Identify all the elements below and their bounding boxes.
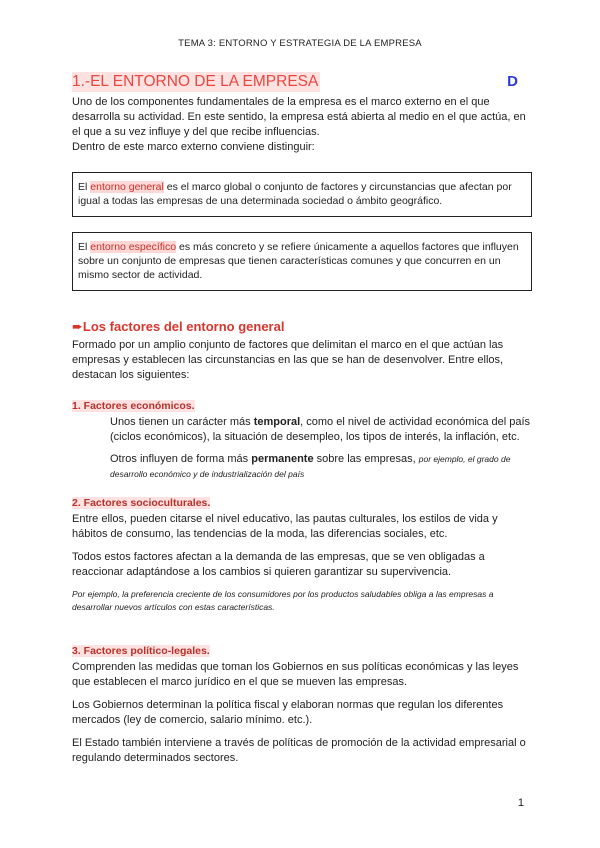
section-title xyxy=(72,72,532,92)
heading-economicos-text: 1. Factores económicos. xyxy=(72,400,195,412)
heading-politico-legales-text: 3. Factores político-legales. xyxy=(72,645,210,657)
term-entorno-especifico: entorno específico xyxy=(90,241,177,253)
socioculturales-example: Por ejemplo, la preferencia creciente de los consumidores por los productos saludables obliga a las empresas a desarrollar nuevos artículos con estas características. xyxy=(72,589,494,612)
example-italic: por ejemplo, el grado de desarrollo económico y de industrialización del país xyxy=(110,454,511,479)
subsection-title xyxy=(72,318,532,336)
text-run: sobre las empresas, xyxy=(313,453,419,465)
page-number: 1 xyxy=(517,797,524,809)
politico-p1: Comprenden las medidas que toman los Gobiernos en sus políticas económicas y las leyes que establecen el marco jurídico en el que se mueven las empresas. xyxy=(72,661,519,688)
heading-economicos xyxy=(72,399,532,413)
socioculturales-p2: Todos estos factores afectan a la demanda de las empresas, que se ven obligadas a reaccionar adaptándose a los cambios si quieren garantizar su supervivencia. xyxy=(72,551,485,578)
box-text: es más concreto y se refiere únicamente a aquellos factores que influyen sobre un conjunto de empresas que tienen características comunes y que concurren en un mismo sector de actividad. xyxy=(78,241,519,281)
bold-temporal: temporal xyxy=(253,416,301,428)
arrow-icon: ➨ xyxy=(72,319,83,334)
bold-permanente: permanente xyxy=(251,453,314,465)
economicos-permanente xyxy=(72,452,532,482)
margin-mark: D xyxy=(507,73,518,90)
box-text: es el marco global o conjunto de factores y circunstancias que afectan por igual a todas las empresas de una determinada sociedad o ámbito geográfico. xyxy=(78,181,512,207)
factores-intro: Formado por un amplio conjunto de factores que delimitan el marco en el que actúan las empresas y establecen las circunstancias en las que se han de desenvolver. Entre ellos, destacan los siguientes: xyxy=(72,339,504,381)
definition-box-especifico xyxy=(72,232,532,291)
heading-socioculturales xyxy=(72,496,532,510)
socioculturales-p1: Entre ellos, pueden citarse el nivel educativo, las pautas culturales, los estilos de vida y hábitos de consumo, las tendencias de la moda, las diferencias sociales, etc. xyxy=(72,513,498,540)
subsection-title-text: Los factores del entorno general xyxy=(82,319,285,334)
box-prefix: El xyxy=(78,181,91,193)
text-run: Unos tienen un carácter más xyxy=(110,416,254,428)
politico-p3: El Estado también interviene a través de políticas de promoción de la actividad empresarial o regulando determinados sectores. xyxy=(72,737,526,764)
politico-p2: Los Gobiernos determinan la política fiscal y elaboran normas que regulan los diferentes mercados (ley de comercio, salario mínimo. etc.). xyxy=(72,699,504,726)
text-run: Otros influyen de forma más xyxy=(110,453,252,465)
box-prefix: El xyxy=(78,241,91,253)
section-title-text: 1.-EL ENTORNO DE LA EMPRESA xyxy=(72,73,319,90)
intro-paragraph-2: Dentro de este marco externo conviene distinguir: xyxy=(72,141,315,153)
definition-box-general xyxy=(72,172,532,217)
heading-socioculturales-text: 2. Factores socioculturales. xyxy=(72,497,211,509)
term-entorno-general: entorno general xyxy=(90,181,164,193)
intro-paragraph: Uno de los componentes fundamentales de la empresa es el marco externo en el que desarrolla su actividad. En este sentido, la empresa está abierta al medio en el que actúa, en el que a su vez influye y del que recibe influencias. xyxy=(72,96,526,138)
page-content xyxy=(72,72,532,766)
text-run: , como el nivel de actividad económica del país (ciclos económicos), la situación de desempleo, los tipos de interés, la inflación, etc. xyxy=(110,416,531,443)
economicos-temporal xyxy=(72,415,532,445)
running-header: TEMA 3: ENTORNO Y ESTRATEGIA DE LA EMPRESA xyxy=(178,38,422,49)
heading-politico-legales xyxy=(72,644,532,658)
